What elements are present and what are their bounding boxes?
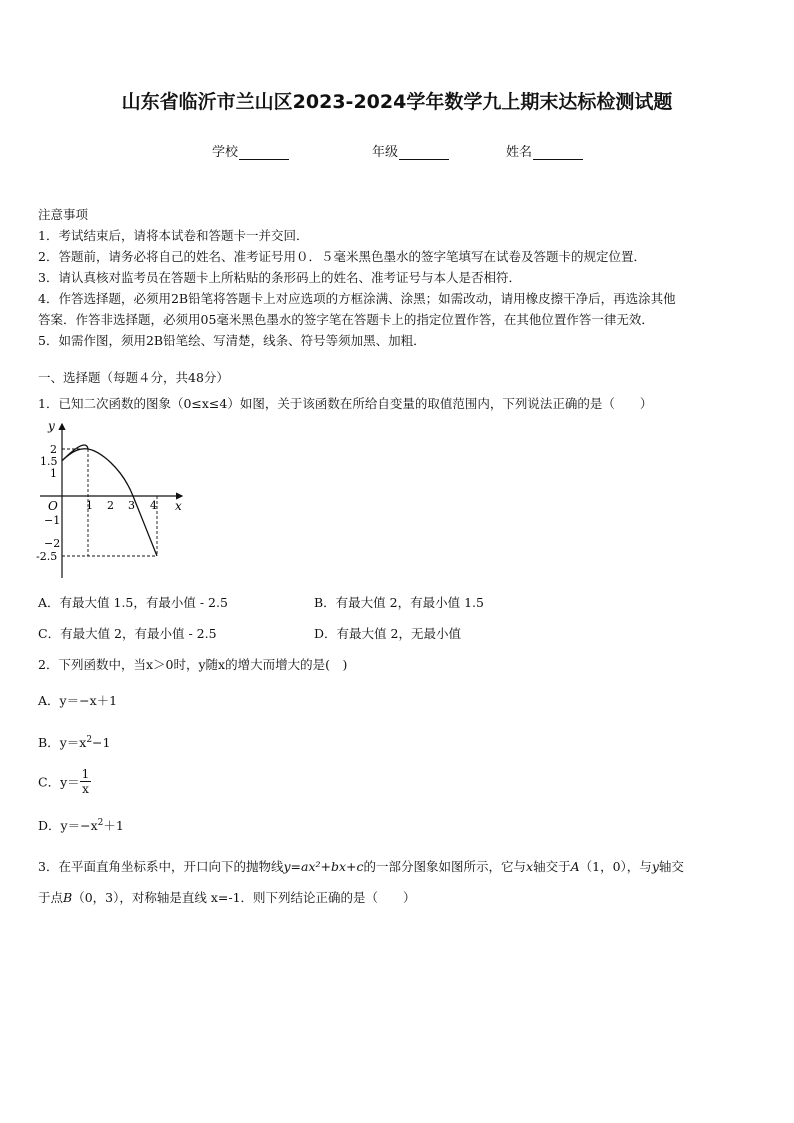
x-tick-label: 3 (128, 499, 135, 512)
y-tick-label: 1 (50, 467, 57, 480)
question-2-option-d[interactable] (38, 816, 124, 834)
y-tick-label: 1.5 (40, 455, 58, 468)
option-expression: y＝x (59, 735, 87, 750)
fraction (80, 767, 92, 796)
point-label: B (63, 890, 73, 905)
page-title: 山东省临沂市兰山区2023-2024学年数学九上期末达标检测试题 (121, 91, 673, 113)
question-3-stem (38, 851, 758, 913)
name-label: 姓名 (506, 145, 533, 160)
section-heading: 一、选择题（每题４分，共48分） (38, 370, 229, 385)
notice-item: 2．答题前，请务必将自己的姓名、准考证号用０．５毫米黑色墨水的签字笔填写在试卷及答题卡的规定位置． (38, 249, 646, 264)
question-1-option-c[interactable]: C．有最大值 2，有最小值 - 2.5 (38, 626, 217, 641)
y-axis-label: y (48, 419, 55, 433)
text-run: （1，0），与 (579, 859, 652, 874)
y-tick-label: −1 (44, 514, 61, 527)
notice-block (38, 204, 758, 351)
question-1-graph (36, 418, 188, 584)
option-letter: D． (38, 818, 61, 833)
grade-label: 年级 (372, 145, 399, 160)
question-1-option-d[interactable]: D．有最大值 2，无最小值 (314, 626, 461, 641)
text-run: 轴交 (658, 859, 684, 874)
grade-field (372, 141, 449, 160)
option-expression: y＝ (60, 774, 80, 790)
formula: y=ax²+bx+c (283, 859, 364, 874)
notice-item: 5．如需作图，须用2B铅笔绘、写清楚，线条、符号等须加黑、加粗． (38, 333, 426, 348)
exponent: 2 (86, 734, 93, 745)
question-2-stem: 2．下列函数中，当x＞0时，y随x的增大而增大的是( ) (38, 657, 348, 672)
x-axis-label: x (175, 499, 182, 513)
y-tick-label: 2 (50, 443, 57, 456)
question-2-option-b[interactable] (38, 733, 110, 751)
x-tick-label: 2 (107, 499, 114, 512)
option-letter: C． (38, 774, 61, 790)
fraction-numerator: 1 (81, 767, 90, 781)
text-run: 3．在平面直角坐标系中，开口向下的抛物线 (38, 859, 284, 874)
notice-item: 1．考试结束后，请将本试卷和答题卡一并交回． (38, 228, 309, 243)
name-blank[interactable] (533, 147, 583, 160)
notice-item: 3．请认真核对监考员在答题卡上所粘贴的条形码上的姓名、准考证号与本人是否相符． (38, 270, 521, 285)
option-letter: A． (38, 693, 60, 708)
text-run: 于点 (38, 890, 64, 905)
name-field (506, 141, 583, 160)
grade-blank[interactable] (399, 147, 449, 160)
text-run: （0，3），对称轴是直线 x=-1．则下列结论正确的是（ ） (72, 890, 416, 905)
notice-heading: 注意事项 (38, 207, 89, 222)
option-expression-tail: ＋1 (103, 818, 124, 833)
option-letter: B． (38, 735, 60, 750)
question-2-option-a[interactable] (38, 691, 117, 709)
origin-label: O (48, 499, 58, 513)
option-expression: y＝−x (60, 818, 98, 833)
notice-item: 答案．作答非选择题，必须用05毫米黑色墨水的签字笔在答题卡上的指定位置作答，在其他位置作答一律无效． (38, 312, 654, 327)
school-label: 学校 (212, 145, 239, 160)
fraction-denominator: x (82, 782, 89, 796)
variable: x (526, 859, 534, 874)
question-1-stem: 1．已知二次函数的图象（0≤x≤4）如图，关于该函数在所给自变量的取值范围内，下列说法正确的是（ ） (38, 396, 653, 411)
point-label: A (570, 859, 580, 874)
question-2-option-c[interactable] (38, 767, 91, 796)
school-field (212, 141, 289, 160)
school-blank[interactable] (239, 147, 289, 160)
text-run: 轴交于 (533, 859, 571, 874)
variable: y (651, 859, 659, 874)
option-expression: y＝−x＋1 (59, 693, 118, 708)
question-1-option-a[interactable]: A．有最大值 1.5，有最小值 - 2.5 (38, 595, 228, 610)
y-tick-label: −2 (44, 537, 61, 550)
question-1-option-b[interactable]: B．有最大值 2，有最小值 1.5 (314, 595, 484, 610)
text-run: 的一部分图象如图所示，它与 (363, 859, 527, 874)
notice-item: 4．作答选择题，必须用2B铅笔将答题卡上对应选项的方框涂满、涂黑；如需改动，请用橡皮擦干净后，再选涂其他 (38, 291, 676, 306)
exponent: 2 (97, 817, 104, 828)
x-tick-label: 1 (86, 499, 93, 512)
x-tick-label: 4 (150, 499, 157, 512)
option-expression-tail: −1 (92, 735, 111, 750)
y-tick-label: -2.5 (36, 550, 58, 563)
